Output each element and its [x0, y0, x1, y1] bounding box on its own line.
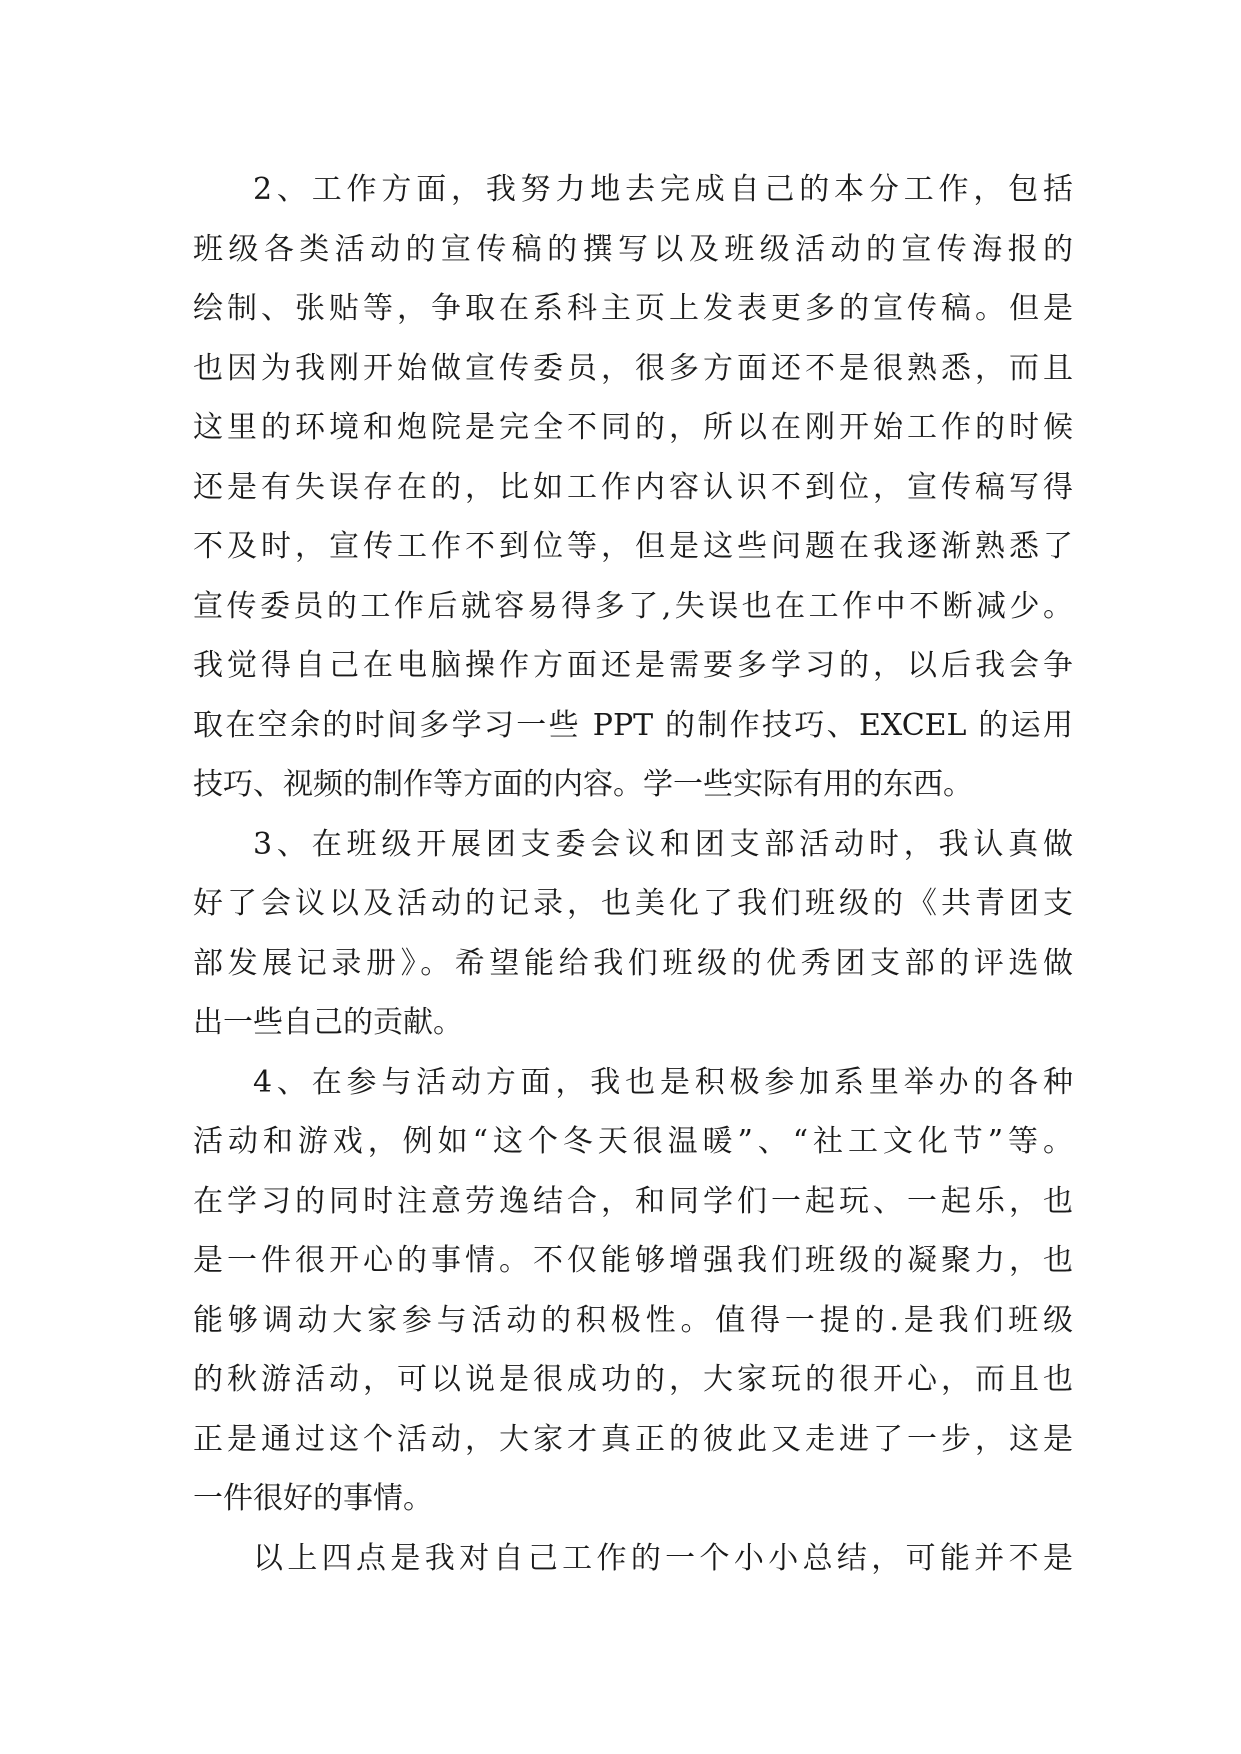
paragraph-4-line: 能够调动大家参与活动的积极性。值得一提的.是我们班级 — [193, 1302, 1073, 1338]
paragraph-4-line: 在学习的同时注意劳逸结合，和同学们一起玩、一起乐，也 — [193, 1183, 1073, 1219]
paragraph-4-line: 一件很好的事情。 — [193, 1481, 433, 1516]
paragraph-4-line: 是一件很开心的事情。不仅能够增强我们班级的凝聚力，也 — [193, 1243, 1073, 1278]
paragraph-2-line: 取在空余的时间多学习一些 PPT 的制作技巧、EXCEL 的运用 — [193, 707, 1073, 743]
paragraph-2-line: 还是有失误存在的，比如工作内容认识不到位，宣传稿写得 — [193, 469, 1073, 505]
summary-paragraph-line: 以上四点是我对自己工作的一个小小总结，可能并不是 — [253, 1540, 1073, 1576]
paragraph-3-line: 好了会议以及活动的记录，也美化了我们班级的《共青团支 — [193, 886, 1073, 921]
paragraph-4-line: 正是通过这个活动，大家才真正的彼此又走进了一步，这是 — [193, 1421, 1073, 1457]
paragraph-2-line: 2、工作方面，我努力地去完成自己的本分工作，包括 — [253, 172, 1073, 207]
paragraph-2-line: 绘制、张贴等，争取在系科主页上发表更多的宣传稿。但是 — [193, 291, 1073, 326]
paragraph-2-line: 也因为我刚开始做宣传委员，很多方面还不是很熟悉，而且 — [193, 350, 1073, 386]
document-body — [193, 160, 1073, 1588]
paragraph-4-line: 4、在参与活动方面，我也是积极参加系里举办的各种 — [253, 1064, 1073, 1100]
paragraph-3-line: 部发展记录册》。希望能给我们班级的优秀团支部的评选做 — [193, 945, 1073, 981]
paragraph-2-line: 班级各类活动的宣传稿的撰写以及班级活动的宣传海报的 — [193, 231, 1073, 267]
paragraph-2-line: 这里的环境和炮院是完全不同的，所以在刚开始工作的时候 — [193, 410, 1073, 445]
paragraph-2-line: 我觉得自己在电脑操作方面还是需要多学习的，以后我会争 — [193, 648, 1073, 683]
paragraph-3-line: 3、在班级开展团支委会议和团支部活动时，我认真做 — [253, 826, 1073, 862]
paragraph-2-line: 不及时，宣传工作不到位等，但是这些问题在我逐渐熟悉了 — [193, 529, 1073, 564]
paragraph-2-line: 宣传委员的工作后就容易得多了,失误也在工作中不断减少。 — [193, 588, 1073, 624]
paragraph-3-line: 出一些自己的贡献。 — [193, 1005, 463, 1040]
paragraph-2-line: 技巧、视频的制作等方面的内容。学一些实际有用的东西。 — [193, 767, 973, 802]
paragraph-4-line: 的秋游活动，可以说是很成功的，大家玩的很开心，而且也 — [193, 1362, 1073, 1397]
paragraph-4-line: 活动和游戏，例如“这个冬天很温暖”、“社工文化节”等。 — [193, 1124, 1073, 1159]
